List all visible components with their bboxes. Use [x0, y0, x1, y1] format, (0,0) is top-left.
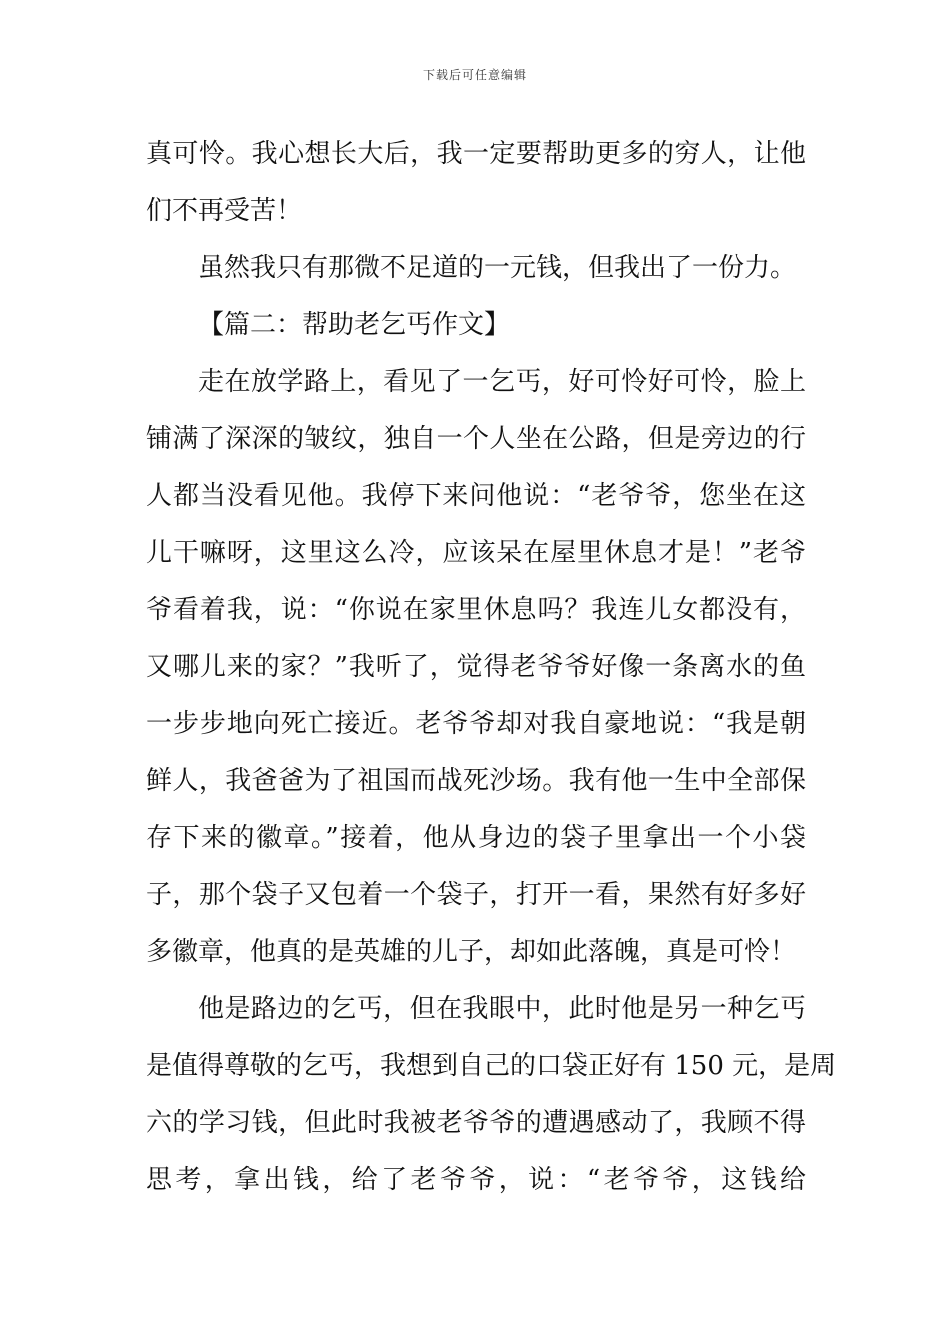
text-line: 鲜人，我爸爸为了祖国而战死沙场。我有他一生中全部保: [146, 766, 806, 796]
text-line: 子，那个袋子又包着一个袋子，打开一看，果然有好多好: [146, 880, 806, 910]
text-line: 是值得尊敬的乞丐，我想到自己的口袋正好有 150 元，是周: [146, 1051, 837, 1081]
text-line: 他是路边的乞丐，但在我眼中，此时他是另一种乞丐: [198, 994, 806, 1024]
text-line: 人都当没看见他。我停下来问他说：“老爷爷，您坐在这: [146, 481, 806, 511]
text-line: 儿干嘛呀，这里这么冷，应该呆在屋里休息才是！”老爷: [146, 538, 806, 568]
text-line: 铺满了深深的皱纹，独自一个人坐在公路，但是旁边的行: [146, 424, 806, 454]
text-line: 思考，拿出钱，给了老爷爷，说：“老爷爷，这钱给: [146, 1165, 806, 1195]
text-line: 一步步地向死亡接近。老爷爷却对我自豪地说：“我是朝: [146, 709, 806, 739]
text-line: 多徽章，他真的是英雄的儿子，却如此落魄，真是可怜！: [146, 937, 797, 967]
text-line: 们不再受苦！: [146, 196, 303, 226]
document-body: [146, 126, 837, 1209]
text-line: 爷看着我，说：“你说在家里休息吗？我连儿女都没有，: [146, 595, 806, 625]
text-line: 又哪儿来的家？”我听了，觉得老爷爷好像一条离水的鱼: [146, 652, 806, 682]
section-heading: 【篇二：帮助老乞丐作文】: [198, 310, 511, 340]
text-line: 走在放学路上，看见了一乞丐，好可怜好可怜，脸上: [198, 367, 806, 397]
text-line: 虽然我只有那微不足道的一元钱，但我出了一份力。: [198, 253, 797, 283]
text-line: 六的学习钱，但此时我被老爷爷的遭遇感动了，我顾不得: [146, 1108, 806, 1138]
text-line: 存下来的徽章。”接着，他从身边的袋子里拿出一个小袋: [146, 823, 806, 853]
text-line: 真可怜。我心想长大后，我一定要帮助更多的穷人，让他: [146, 139, 806, 169]
page-header: 下载后可任意编辑: [422, 68, 527, 82]
